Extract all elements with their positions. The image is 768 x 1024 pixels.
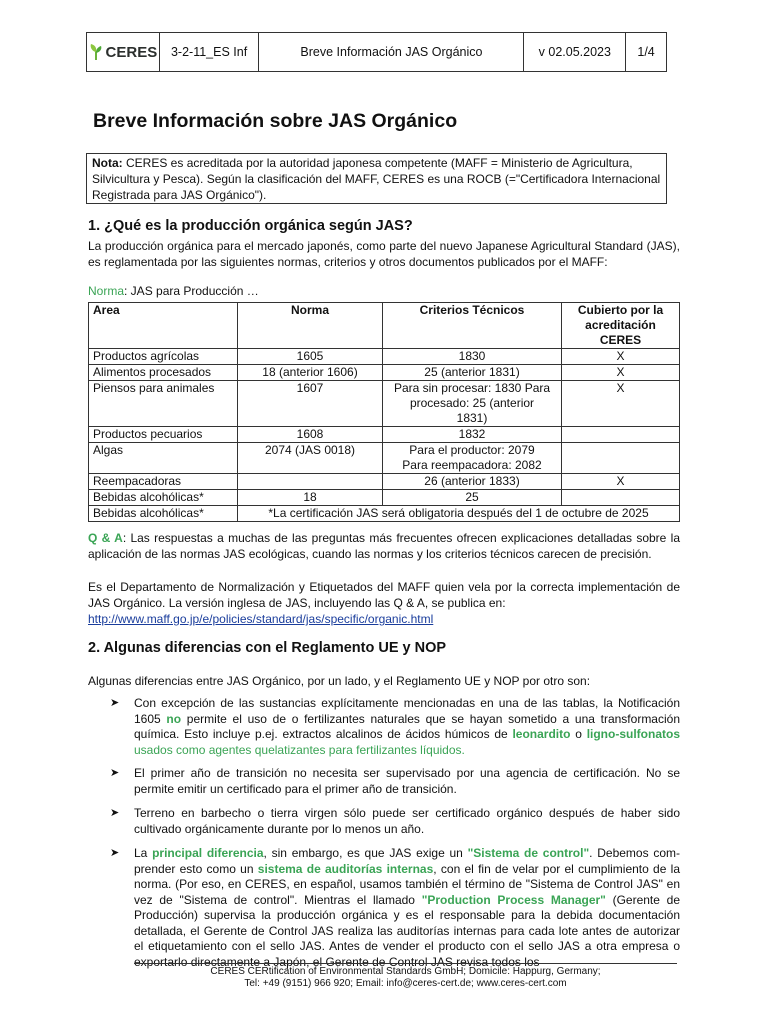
table-row — [89, 490, 680, 506]
cell-cubierto — [562, 427, 680, 443]
maff-link[interactable]: http://www.maff.go.jp/e/policies/standard/jas/specific/organic.html — [88, 612, 434, 626]
section2-intro: Algunas diferencias entre JAS Orgánico, por un lado, y el Reglamento UE y NOP por otro son: — [88, 674, 591, 688]
logo-text: CERES — [105, 43, 158, 61]
b1-text: Con excepción de las sustancias explícitamente mencionadas en una de las tablas, la Notificación 1605 — [134, 696, 680, 726]
cell-norma: 18 — [238, 490, 383, 506]
list-item — [110, 766, 680, 797]
maff-paragraph — [88, 579, 680, 627]
jas-standards-table — [88, 302, 680, 522]
cell-area: Reempacadoras — [89, 474, 238, 490]
b3-text: Terreno en barbecho o tierra virgen sólo puede ser certificado orgánico después de haber sido cultivado orgánicamente durante por lo menos un año. — [134, 806, 680, 836]
cell-cubierto: X — [562, 474, 680, 490]
cell-norma: 18 (anterior 1606) — [238, 365, 383, 381]
b4-sistema: "Sistema de control" — [467, 846, 590, 860]
cell-cubierto — [562, 490, 680, 506]
maff-text: Es el Departamento de Normalización y Etiquetados del MAFF quien vela por la correcta implementación de JAS Orgánico. La versión inglesa de JAS, incluyendo las Q & A, se publica en: — [88, 580, 680, 610]
doc-version: v 02.05.2023 — [524, 33, 626, 71]
list-item — [110, 846, 680, 970]
table-row — [89, 474, 680, 490]
document-header — [86, 32, 667, 72]
cell-norma: 2074 (JAS 0018) — [238, 443, 383, 474]
table-row — [89, 427, 680, 443]
cell-area: Piensos para animales — [89, 381, 238, 427]
cell-criterios: 25 (anterior 1831) — [383, 365, 562, 381]
qa-paragraph — [88, 530, 680, 562]
b1-text4: usados como agentes quelatizantes para fertilizantes líquidos. — [134, 742, 465, 757]
cell-criterios: 26 (anterior 1833) — [383, 474, 562, 490]
leaf-icon — [89, 43, 103, 61]
cell-norma — [238, 474, 383, 490]
note-text: CERES es acreditada por la autoridad japonesa competente (MAFF = Ministerio de Agricultura, Silvicultura y Pesca). Según la clasificación del MAFF, CERES es una ROCB (="Certificadora Internacional Registrada para JAS Orgánico"). — [92, 156, 661, 202]
b4-text5: (Gerente de Producción) supervisa la producción orgánica y es el responsable para la debida documentación detallada, el Gerente de Control JAS realiza las auditorías internas para cada lote antes de autorizar el etiquetamiento con el sello JAS. Antes de vender el producto con el sello JAS a otra empresa o exportarlo directamente a Japón, el Gerente de Control JAS revisa todos los — [134, 892, 681, 969]
note-box — [86, 153, 667, 204]
b1-text2: permite el uso de o fertilizantes naturales que se hayan sometido a una transformación química. Esto incluye p.ej. extractos alcalinos de ácidos húmicos de — [134, 711, 680, 741]
table-row — [89, 365, 680, 381]
note-label: Nota: — [92, 156, 123, 170]
page-title: Breve Información sobre JAS Orgánico — [93, 110, 458, 132]
cell-criterios: 1832 — [383, 427, 562, 443]
list-item — [110, 696, 680, 758]
col-header-norma: Norma — [238, 303, 383, 349]
footer-line2: Tel: +49 (9151) 966 920; Email: info@ceres-cert.de; www.ceres-cert.com — [244, 978, 567, 989]
cell-criterios: 1830 — [383, 349, 562, 365]
b1-no: no — [166, 711, 182, 726]
cell-cubierto: X — [562, 365, 680, 381]
table-row — [89, 443, 680, 474]
table-row — [89, 381, 680, 427]
col-header-area: Area — [89, 303, 238, 349]
qa-label: Q & A — [88, 531, 123, 545]
cell-area: Alimentos procesados — [89, 365, 238, 381]
norma-text: : JAS para Producción … — [124, 284, 259, 298]
arrow-bullet-icon: ➤ — [110, 697, 120, 709]
b1-ligno: ligno-sulfonatos — [586, 727, 681, 741]
section1-intro: La producción orgánica para el mercado japonés, como parte del nuevo Japanese Agricultural Standard (JAS), es reglamentada por las siguientes normas, criterios y otros documentos publicados por el MAFF: — [88, 239, 680, 269]
b4-text: La — [134, 846, 153, 860]
b4-text4: , con el fin de velar por el cumplimiento de la norma. (Por eso, en CERES, en español, usamos también el término de "Sistema de Control JAS" en vez de "Sistema de control". Mientras el llamado — [134, 861, 681, 907]
cell-norma: 1607 — [238, 381, 383, 427]
cell-criterios: 25 — [383, 490, 562, 506]
ceres-logo — [89, 43, 158, 61]
col-header-criterios: Criterios Técnicos — [383, 303, 562, 349]
table-row — [89, 349, 680, 365]
b1-leonardito: leonardito — [512, 727, 571, 741]
cell-norma: 1608 — [238, 427, 383, 443]
cell-area: Productos agrícolas — [89, 349, 238, 365]
b4-text3: . Debemos com-prender esto como un — [134, 846, 680, 876]
table-row — [89, 506, 680, 522]
cell-criterios: Para el productor: 2079 Para reempacadora: 2082 — [383, 443, 562, 474]
table-header-row — [89, 303, 680, 349]
cell-cubierto: X — [562, 381, 680, 427]
qa-text: : Las respuestas a muchas de las preguntas más frecuentes ofrecen explicaciones detalladas sobre la aplicación de las normas JAS ecológicas, cuando las normas y los criterios técnicos carecen de precisión. — [88, 531, 680, 561]
b4-ppm: "Production Process Manager" — [421, 892, 606, 907]
section2-heading: 2. Algunas diferencias con el Reglamento UE y NOP — [88, 640, 447, 656]
b1-text3: o — [570, 727, 587, 741]
page-number: 1/4 — [637, 45, 655, 59]
section1-heading: 1. ¿Qué es la producción orgánica según JAS? — [88, 218, 413, 234]
norma-label: Norma — [88, 284, 125, 298]
cell-area: Bebidas alcohólicas* — [89, 490, 238, 506]
list-item — [110, 806, 680, 837]
cell-cubierto: X — [562, 349, 680, 365]
b4-auditorias: sistema de auditorías internas — [257, 861, 434, 876]
norma-line — [88, 283, 680, 299]
cell-area: Productos pecuarios — [89, 427, 238, 443]
doc-code: 3-2-11_ES Inf — [160, 33, 260, 71]
obligation-note: *La certificación JAS será obligatoria después del 1 de octubre de 2025 — [238, 506, 680, 522]
cell-area: Bebidas alcohólicas* — [89, 506, 238, 522]
b4-principal: principal diferencia — [152, 846, 264, 860]
differences-list — [110, 696, 680, 970]
cell-area: Algas — [89, 443, 238, 474]
cell-norma: 1605 — [238, 349, 383, 365]
col-header-cubierto: Cubierto por la acreditación CERES — [562, 303, 680, 349]
arrow-bullet-icon: ➤ — [110, 807, 120, 819]
arrow-bullet-icon: ➤ — [110, 847, 120, 859]
arrow-bullet-icon: ➤ — [110, 767, 120, 779]
cell-cubierto — [562, 443, 680, 474]
footer-line1: CERES CERtification of Environmental Standards GmbH; Domicile: Happurg, Germany; — [210, 966, 601, 977]
cell-criterios: Para sin procesar: 1830 Para procesado: 25 (anterior 1831) — [383, 381, 562, 427]
doc-title: Breve Información JAS Orgánico — [259, 33, 524, 71]
page-footer — [134, 963, 677, 990]
header-logo-cell — [87, 33, 160, 71]
b4-text2: , sin embargo, es que JAS exige un — [263, 846, 468, 860]
b2-text: El primer año de transición no necesita ser supervisado por una agencia de certificación. No se permite emitir un certificado para el primer año de transición. — [134, 766, 680, 796]
